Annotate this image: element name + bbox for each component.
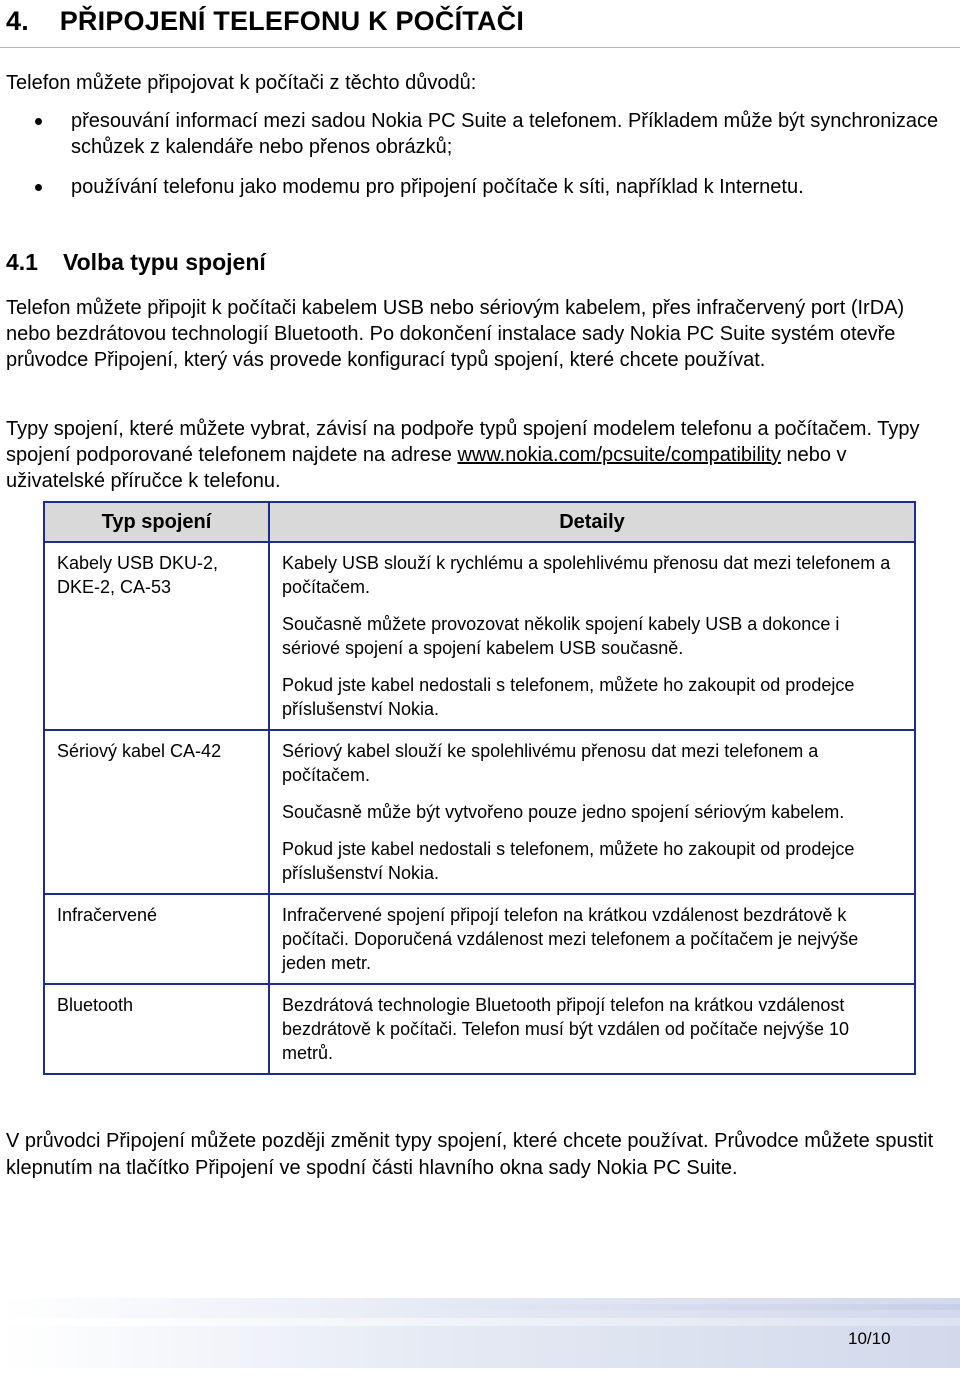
details-cell [269,984,915,1074]
connection-type-cell: Bluetooth [44,984,269,1074]
detail-text: Infračervené spojení připojí telefon na krátkou vzdálenost bezdrátově k počítači. Doporučená vzdálenost mezi telefonem a počítačem je nejvýše jeden metr. [282,905,859,973]
detail-text: Současně můžete provozovat několik spojení kabely USB a dokonce i sériové spojení a spojení kabelem USB současně. [282,614,840,658]
section-number: 4.1 [6,249,38,275]
table-row [44,894,915,984]
header-connection-type: Typ spojení [44,502,269,542]
list-item-text: používání telefonu jako modemu pro připojení počítače k síti, například k Internetu. [71,176,804,198]
compatibility-link[interactable]: www.nokia.com/pcsuite/compatibility [457,444,781,466]
bullet-icon [35,184,42,191]
section-heading [6,247,266,277]
list-item [0,108,941,160]
details-cell [269,894,915,984]
connection-types-paragraph: Telefon můžete připojit k počítači kabelem USB nebo sériovým kabelem, přes infračervený port (IrDA) nebo bezdrátovou technologií Bluetooth. Po dokončení instalace sady Nokia PC Suite systém otevře průvodce Připojení, který vás provede konfigurací typů spojení, které chcete používat. [6,297,905,371]
detail-text: Sériový kabel slouží ke spolehlivému přenosu dat mezi telefonem a počítačem. [282,741,819,785]
heading-rule [0,47,960,48]
details-cell [269,542,915,730]
compatibility-text-after: nebo v uživatelské příručce k telefonu. [6,444,847,492]
section-title: Volba typu spojení [63,249,266,275]
chapter-heading: 4. PŘIPOJENÍ TELEFONU K POČÍTAČI [6,6,525,36]
compatibility-text-before: Typy spojení, které můžete vybrat, závisí na podpoře typů spojení modelem telefonu a počítačem. Typy spojení podporované telefonem najdete na adrese [6,418,920,466]
connection-types-table [43,501,916,1075]
footer-band [0,1298,960,1368]
table-row [44,984,915,1074]
page-number: 10/10 [848,1329,891,1348]
detail-text: Bezdrátová technologie Bluetooth připojí telefon na krátkou vzdálenost bezdrátově k počítači. Telefon musí být vzdálen od počítače nejvýše 10 metrů. [282,995,849,1063]
detail-text: Kabely USB slouží k rychlému a spolehlivému přenosu dat mezi telefonem a počítačem. [282,553,891,597]
list-item-text: přesouvání informací mezi sadou Nokia PC Suite a telefonem. Příkladem může být synchronizace schůzek z kalendáře nebo přenos obrázků; [71,110,939,158]
table-row [44,730,915,894]
footer-stripe [0,1318,960,1326]
detail-text: Pokud jste kabel nedostali s telefonem, můžete ho zakoupit od prodejce příslušenství Nokia. [282,675,855,719]
reasons-list [0,108,960,214]
bullet-icon [35,118,42,125]
detail-text: Pokud jste kabel nedostali s telefonem, můžete ho zakoupit od prodejce příslušenství Nokia. [282,839,855,883]
list-item [0,174,941,200]
table-row [44,542,915,730]
connection-type-cell: Sériový kabel CA-42 [44,730,269,894]
header-details: Detaily [269,502,915,542]
connection-type-cell: Infračervené [44,894,269,984]
details-cell [269,730,915,894]
compatibility-paragraph [6,416,951,494]
detail-text: Současně může být vytvořeno pouze jedno spojení sériovým kabelem. [282,802,845,822]
table-header-row [44,502,915,542]
wizard-paragraph: V průvodci Připojení můžete později změnit typy spojení, které chcete používat. Průvodce můžete spustit klepnutím na tlačítko Připojení ve spodní části hlavního okna sady Nokia PC Suite. [6,1130,934,1179]
footer-stripe [0,1304,960,1310]
connection-type-cell: Kabely USB DKU-2, DKE-2, CA-53 [44,542,269,730]
intro-paragraph: Telefon můžete připojovat k počítači z těchto důvodů: [6,72,477,94]
